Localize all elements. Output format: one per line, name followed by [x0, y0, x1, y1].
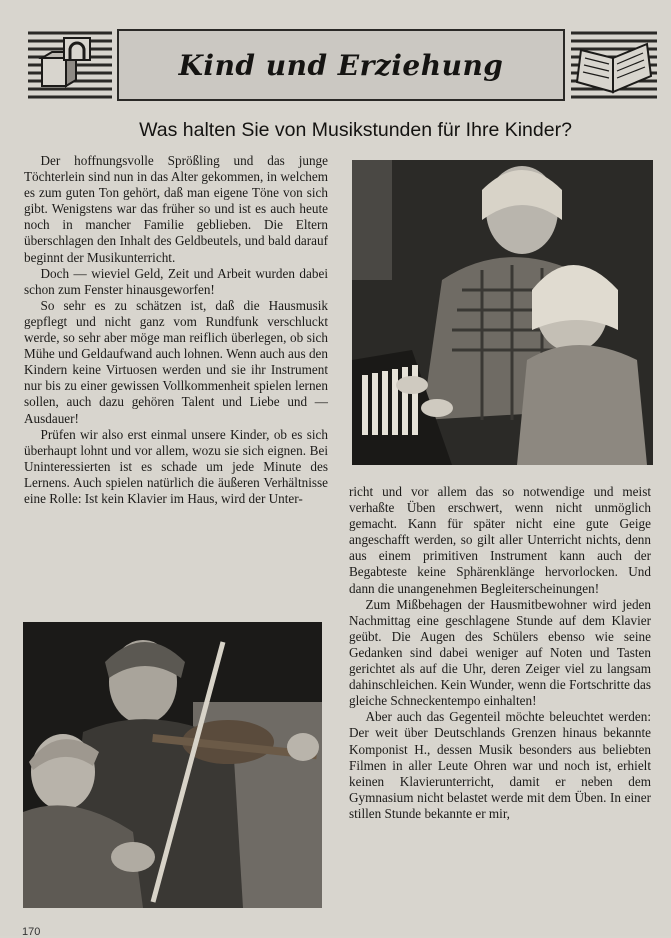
section-banner — [117, 29, 565, 101]
photo-girls-at-piano — [352, 160, 653, 465]
paragraph: So sehr es zu schätzen ist, daß die Hausmusik gepflegt und nicht ganz vom Rundfunk verschluckt werde, so sehr aber möge man reiflich überlegen, ob sich Mühe und Geldaufwand auch lohnen. Wenn auch aus den Kindern keine Virtuosen werden und sie ihr Instrument nur bis zu einer gewissen Vollkommenheit spielen lernen sollen, auch dazu gehören Talent und Liebe und — Ausdauer! — [24, 297, 328, 426]
paragraph: Doch — wieviel Geld, Zeit und Arbeit wurden dabei schon zum Fenster hinausgeworfen! — [24, 265, 328, 297]
paragraph: Aber auch das Gegenteil möchte beleuchtet werden: Der weit über Deutschlands Grenzen hinaus bekannte Komponist H., dessen Musik besonders aus beliebten Filmen in aller Leute Ohren war und noch ist, erhielt keinen Klavierunterricht, damit er neben dem Gymnasium nicht belastet werde mit dem Üben. In einer stillen Stunde bekannte er mir, — [349, 709, 651, 821]
building-blocks-icon — [28, 30, 112, 102]
article-column-left — [24, 153, 328, 507]
paragraph: Zum Mißbehagen der Hausmitbewohner wird jeden Nachmittag eine geschlagene Stunde auf dem Klavier geübt. Die Augen des Schülers ebenso wie seine Gedanken sind dabei weniger auf Noten und Tasten gerichtet als auf die Uhr, deren Zeiger viel zu langsam dahinschleichen. Kein Wunder, wenn die Fortschritte das gleiche Schneckentempo einhalten! — [349, 596, 651, 709]
open-book-icon — [571, 30, 657, 102]
article-column-right — [349, 484, 651, 822]
page-number: 170 — [22, 926, 41, 938]
section-title: Kind und Erziehung — [178, 48, 504, 82]
header-ornament-left — [28, 30, 112, 102]
photo-boys-with-violin — [23, 622, 322, 908]
header-ornament-right — [571, 30, 657, 102]
paragraph: richt und vor allem das so notwendige und meist verhaßte Üben erschwert, wenn nicht unmöglich gemacht. Kann für später nicht eine gute Geige angeschafft werden, so gilt aller Unterricht nichts, denn aus einem primitiven Instrument kann auch der Begabteste keine Sphärenklänge hervorlocken. Und dann die unangenehmen Begleiterscheinungen! — [349, 484, 651, 596]
article-headline: Was halten Sie von Musikstunden für Ihre Kinder? — [139, 119, 572, 141]
paragraph: Der hoffnungsvolle Sprößling und das junge Töchterlein sind nun in das Alter gekommen, in welchem es zum guten Ton gehört, daß man eigene Töne von sich gibt. Wenigstens war das früher so und ist es auch heute noch in mancher Familie geblieben. Die Eltern überschlagen den Inhalt des Geldbeutels, und bald darauf beginnt der Musikunterricht. — [24, 153, 328, 265]
paragraph: Prüfen wir also erst einmal unsere Kinder, ob es sich überhaupt lohnt und vor allem, wozu sie sich eignen. Bei Uninteressierten ist es schade um jede Minute des Lernens. Auch spielen natürlich die äußeren Verhältnisse eine Rolle: Ist kein Klavier im Haus, wird der Unter- — [24, 426, 328, 506]
